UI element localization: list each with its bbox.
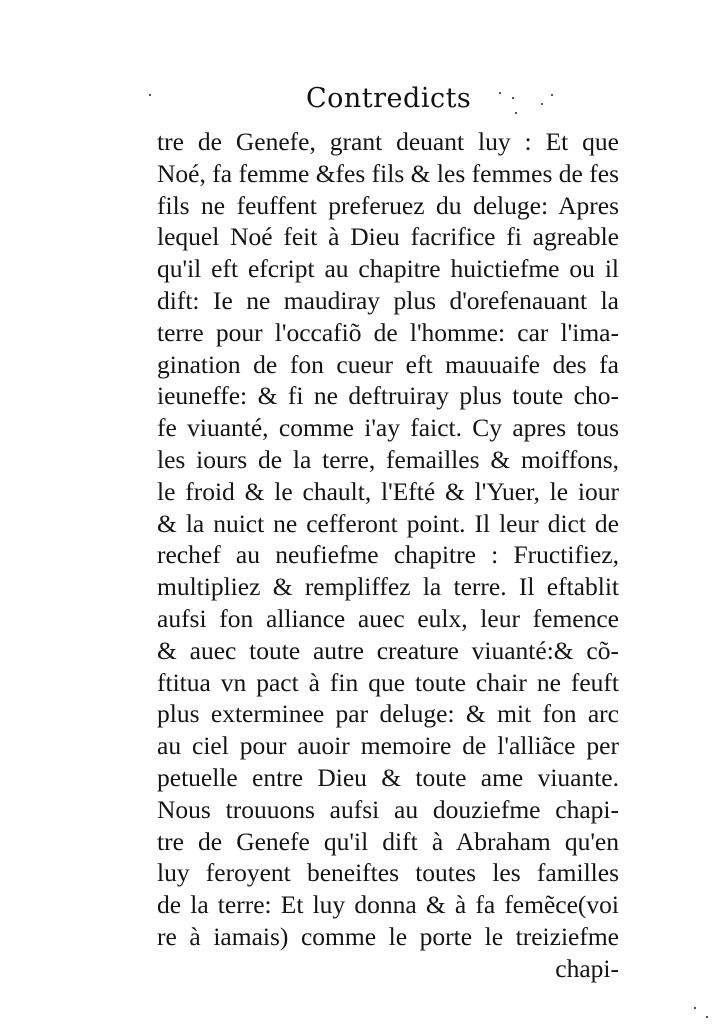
text-line: fils ne feuffent preferuez du deluge: Apres bbox=[157, 190, 619, 220]
catchword: chapi- bbox=[555, 953, 619, 983]
text-line: dift: Ie ne maudiray plus d'orefenauant la bbox=[157, 285, 619, 315]
text-line: tre de Genefe qu'il dift à Abraham qu'en bbox=[157, 826, 619, 856]
text-line: ieuneffe: & fi ne deftruiray plus toute cho- bbox=[157, 381, 619, 411]
ink-speck bbox=[512, 97, 514, 99]
ink-speck bbox=[706, 1016, 708, 1018]
text-line: terre pour l'occafiõ de l'homme: car l'ima- bbox=[157, 317, 619, 347]
text-line: fe viuanté, comme i'ay faict. Cy apres tous bbox=[157, 413, 619, 443]
ink-speck bbox=[149, 94, 151, 96]
text-line: rechef au neufiefme chapitre : Fructifiez, bbox=[157, 540, 619, 570]
text-line: plus exterminee par deluge: & mit fon arc bbox=[157, 699, 619, 729]
text-line: gination de fon cueur eft mauuaife des fa bbox=[157, 349, 619, 379]
running-head: Contredicts bbox=[306, 83, 472, 114]
ink-speck bbox=[499, 92, 501, 94]
text-line: tre de Genefe, grant deuant luy : Et que bbox=[157, 127, 619, 156]
text-line: le froid & le chault, l'Efté & l'Yuer, le iour bbox=[157, 476, 619, 506]
ink-speck bbox=[515, 112, 517, 114]
text-line: Nous trouuons aufsi au douziefme chapi- bbox=[157, 794, 619, 824]
ink-speck bbox=[541, 103, 543, 105]
text-line: petuelle entre Dieu & toute ame viuante. bbox=[157, 762, 619, 792]
text-line: re à iamais) comme le porte le treiziefme bbox=[157, 921, 619, 951]
text-line: luy feroyent beneiftes toutes les familles bbox=[157, 858, 619, 888]
text-line: multipliez & rempliffez la terre. Il eftablit bbox=[157, 572, 619, 602]
ink-speck bbox=[694, 1007, 696, 1009]
text-line: & auec toute autre creature viuanté:& cõ- bbox=[157, 635, 619, 665]
text-line: les iours de la terre, femailles & moiffons, bbox=[157, 444, 619, 474]
text-line: au ciel pour auoir memoire de l'alliãce per bbox=[157, 731, 619, 761]
text-line: aufsi fon alliance auec eulx, leur femence bbox=[157, 603, 619, 633]
text-line: lequel Noé feit à Dieu facrifice fi agreable bbox=[157, 222, 619, 252]
text-line: Noé, fa femme &fes fils & les femmes de fes bbox=[157, 158, 619, 188]
text-line: de la terre: Et luy donna & à fa femẽce(voi bbox=[157, 890, 619, 920]
ink-speck bbox=[551, 94, 553, 96]
text-line: qu'il eft efcript au chapitre huictiefme ou il bbox=[157, 254, 619, 284]
text-line: & la nuict ne cefferont point. Il leur dict de bbox=[157, 508, 619, 538]
body-text bbox=[157, 126, 619, 985]
text-line: ftitua vn pact à fin que toute chair ne feuft bbox=[157, 667, 619, 697]
